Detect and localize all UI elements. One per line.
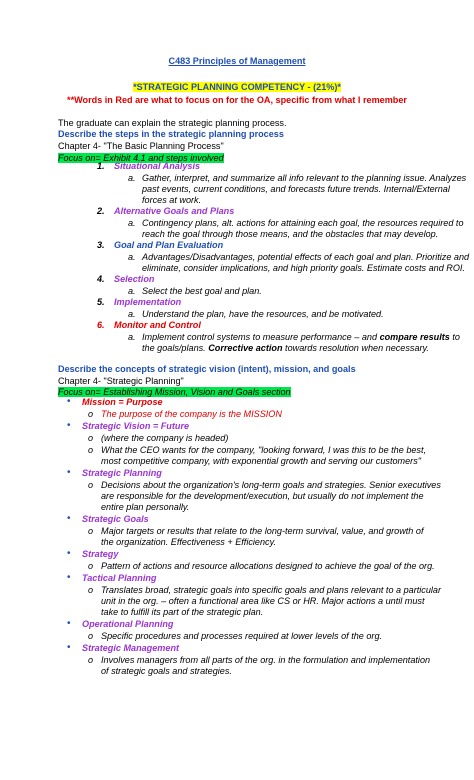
step-number: 2.: [97, 206, 105, 216]
step-title-selection: Selection: [114, 274, 155, 284]
step-text-line: reach the goal through those means, and the obstacles that may develop.: [142, 229, 439, 239]
sub-text-line: most competitive company, with exponential growth and serving our customers": [101, 456, 421, 466]
sub-text-line: the organization. Effectiveness + Efficiency.: [101, 537, 276, 547]
bullet-dot: •: [67, 513, 71, 524]
step-title-monitor-control: Monitor and Control: [114, 320, 201, 330]
bullet-dot: •: [67, 548, 71, 559]
term-strategic-planning: Strategic Planning: [82, 468, 162, 478]
sub-text-line: of strategic goals and strategies.: [101, 666, 232, 676]
step-text-line: Advantages/Disadvantages, potential effects of each goal and plan. Prioritize and: [142, 252, 470, 262]
sub-text-line: Translates broad, strategic goals into specific goals and plans relevant to a particular: [101, 585, 442, 595]
text-segment: Implement control systems to measure performance – and: [142, 332, 380, 342]
sub-text-line: are responsible for the development/execution, but usually do not implement the: [101, 491, 424, 501]
step-text-line: Contingency plans, alt. actions for attaining each goal, the resources required to: [142, 218, 464, 228]
sub-bullet: o: [88, 526, 94, 536]
sub-text-line: Specific procedures and processes required at lower levels of the org.: [101, 631, 383, 641]
step-title-implementation: Implementation: [114, 297, 182, 307]
sub-text-line: Pattern of actions and resource allocations designed to achieve the goal of the org.: [101, 561, 435, 571]
term-strategic-goals: Strategic Goals: [82, 514, 149, 524]
step-letter: a.: [128, 218, 136, 228]
step-letter: a.: [128, 332, 136, 342]
bullet-dot: •: [67, 467, 71, 478]
sub-bullet: o: [88, 585, 94, 595]
sub-text-line: entire plan personally.: [101, 502, 190, 512]
sub-text-line: What the CEO wants for the company, "looking forward, I was this to be the best,: [101, 445, 427, 455]
step-text-line: Understand the plan, have the resources, and be motivated.: [142, 309, 384, 319]
step-number: 5.: [97, 297, 105, 307]
emphasis-compare-results: compare results: [379, 332, 450, 342]
step-text-line: forces at work.: [142, 195, 202, 205]
step-number: 4.: [97, 274, 105, 284]
step-number: 3.: [97, 240, 105, 250]
bullet-dot: •: [67, 396, 71, 407]
step-letter: a.: [128, 173, 136, 183]
step-title-goal-plan-evaluation: Goal and Plan Evaluation: [114, 240, 224, 250]
sub-text-line: (where the company is headed): [101, 433, 229, 443]
section2-heading: Describe the concepts of strategic vision (intent), mission, and goals: [58, 364, 356, 374]
step-text-line: past events, current conditions, and forecasts future trends. Internal/External: [142, 184, 450, 194]
step-text-line: [142, 342, 429, 354]
section1-chapter: Chapter 4- "The Basic Planning Process": [58, 141, 224, 151]
sub-bullet: o: [88, 561, 94, 571]
competency-row: [0, 81, 474, 93]
sub-text-line: take to fulfill its part of the strategic plan.: [101, 607, 264, 617]
term-tactical-planning: Tactical Planning: [82, 573, 157, 583]
term-strategic-vision: Strategic Vision = Future: [82, 421, 190, 431]
step-letter: a.: [128, 309, 136, 319]
document-title: C483 Principles of Management: [168, 56, 306, 66]
term-strategic-management: Strategic Management: [82, 643, 180, 653]
sub-bullet: o: [88, 655, 94, 665]
sub-text-line: Decisions about the organization's long-term goals and strategies. Senior executives: [101, 480, 441, 490]
emphasis-corrective-action: Corrective action: [208, 343, 283, 353]
section1-heading: Describe the steps in the strategic planning process: [58, 129, 284, 139]
sub-text-line: Major targets or results that relate to the long-term survival, value, and growth of: [101, 526, 424, 536]
bullet-dot: •: [67, 420, 71, 431]
step-number: 1.: [97, 161, 105, 171]
sub-bullet: o: [88, 445, 94, 455]
section2-focus: Focus on= Establishing Mission, Vision and Goals section: [58, 387, 291, 397]
focus-note: **Words in Red are what to focus on for the OA, specific from what I remember: [67, 95, 407, 105]
step-text-line: eliminate, consider implications, and high priority goals. Estimate costs and ROI.: [142, 263, 465, 273]
term-operational-planning: Operational Planning: [82, 619, 174, 629]
sub-bullet: o: [88, 480, 94, 490]
text-segment: towards resolution when necessary.: [282, 343, 429, 353]
step-text-line: Gather, interpret, and summarize all info relevant to the planning issue. Analyzes: [142, 173, 467, 183]
term-strategy: Strategy: [82, 549, 119, 559]
step-letter: a.: [128, 252, 136, 262]
sub-bullet: o: [88, 433, 94, 443]
text-segment: to: [449, 332, 460, 342]
text-segment: the goals/plans.: [142, 343, 209, 353]
competency-heading: *STRATEGIC PLANNING COMPETENCY - (21%)*: [133, 82, 341, 92]
step-title-alternative-goals: Alternative Goals and Plans: [114, 206, 235, 216]
sub-bullet: o: [88, 409, 94, 419]
intro-text: The graduate can explain the strategic planning process.: [58, 118, 287, 128]
step-number: 6.: [97, 320, 105, 330]
bullet-dot: •: [67, 642, 71, 653]
step-title-situational-analysis: Situational Analysis: [114, 161, 201, 171]
section2-chapter: Chapter 4- "Strategic Planning": [58, 376, 184, 386]
term-mission: Mission = Purpose: [82, 397, 163, 407]
step-letter: a.: [128, 286, 136, 296]
sub-text-line: Involves managers from all parts of the org. in the formulation and implementation: [101, 655, 431, 665]
sub-text-line: unit in the org. – often a functional area like CS or HR. Major actions a until must: [101, 596, 425, 606]
step-text-line: Select the best goal and plan.: [142, 286, 262, 296]
bullet-dot: •: [67, 572, 71, 583]
sub-bullet: o: [88, 631, 94, 641]
sub-text-line: The purpose of the company is the MISSION: [101, 409, 282, 419]
section1-focus: Focus on= Exhibit 4.1 and steps involved: [58, 153, 224, 163]
bullet-dot: •: [67, 618, 71, 629]
document-title-row: [0, 55, 474, 67]
